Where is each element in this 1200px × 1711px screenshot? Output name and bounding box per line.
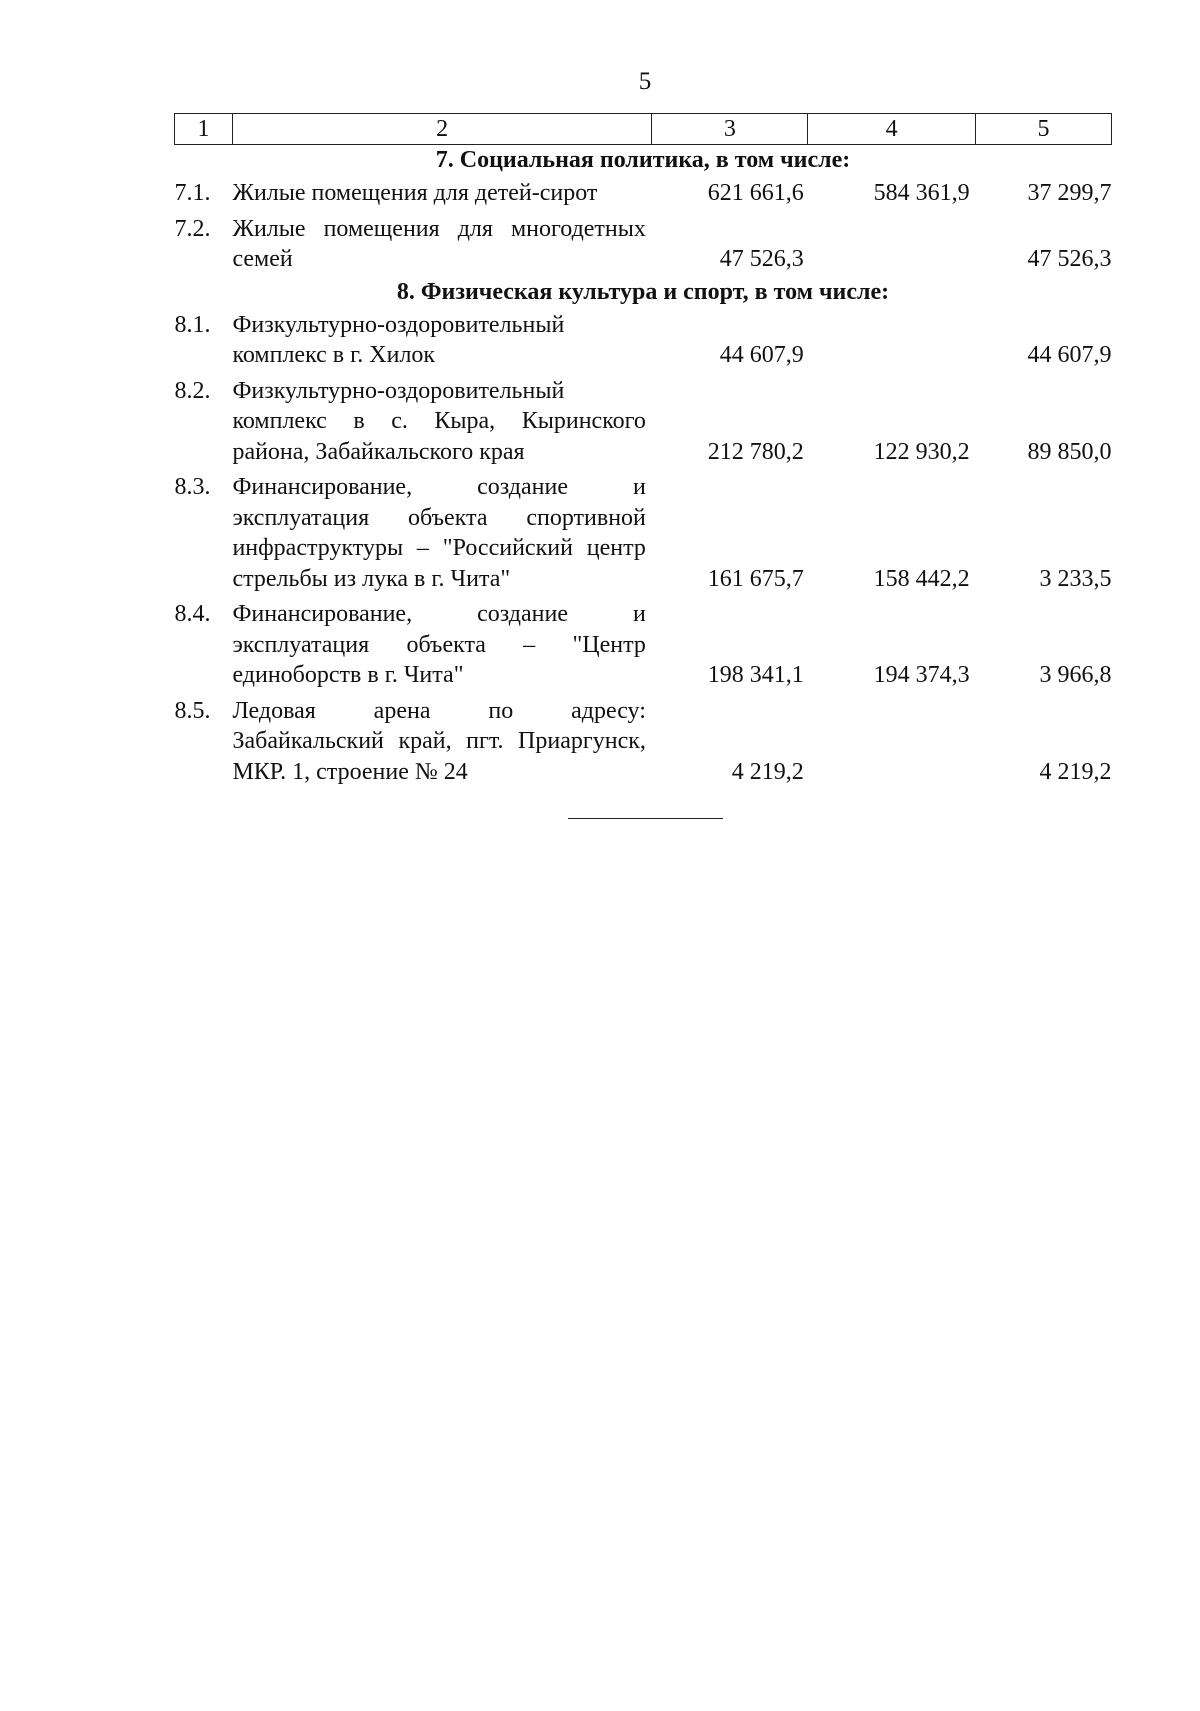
row-value-col3: 621 661,6 [707, 180, 804, 206]
table-row [175, 307, 1112, 373]
row-number: 8.5. [174, 697, 211, 724]
row-value-col3: 198 341,1 [707, 662, 804, 688]
section-8-title: 8. Физическая культура и спорт, в том числе: [396, 278, 890, 305]
row-name: Физкультурно-оздоровительный комплекс в с. Кыра, Кыринского района, Забайкальского края [232, 377, 646, 465]
row-value-col5: 44 607,9 [1027, 342, 1112, 368]
end-of-document-rule [568, 818, 723, 819]
row-value-col5: 47 526,3 [1027, 246, 1112, 272]
row-name: Жилые помещения для детей-сирот [232, 180, 598, 206]
row-value-col4: 122 930,2 [873, 438, 970, 465]
row-value-col4 [808, 211, 976, 277]
row-value-col4: 194 374,3 [873, 662, 970, 688]
column-header-4: 4 [808, 114, 976, 145]
row-value-col3: 44 607,9 [719, 342, 804, 368]
budget-table [174, 113, 1112, 789]
row-name: Жилые помещения для многодетных семей [232, 215, 646, 272]
section-heading-row [175, 277, 1112, 307]
section-7-title: 7. Социальная политика, в том числе: [435, 147, 851, 173]
row-value-col3: 161 675,7 [707, 565, 804, 592]
row-value-col4 [808, 693, 976, 790]
row-value-col4: 158 442,2 [873, 565, 970, 592]
row-number: 7.1. [174, 180, 211, 206]
row-number: 8.4. [174, 601, 211, 627]
column-header-5: 5 [976, 114, 1112, 145]
column-header-1: 1 [175, 114, 233, 145]
table-row [175, 211, 1112, 277]
column-header-2: 2 [232, 114, 651, 145]
page-number: 5 [638, 68, 652, 95]
row-value-col4 [808, 307, 976, 373]
row-value-col5: 37 299,7 [1027, 180, 1112, 206]
row-value-col3: 212 780,2 [707, 438, 804, 465]
row-name: Физкультурно-оздоровительный комплекс в г. Хилок [232, 311, 565, 368]
row-value-col3: 47 526,3 [719, 246, 804, 272]
table-row [175, 693, 1112, 790]
column-number-header-row [175, 114, 1112, 145]
table-row [175, 596, 1112, 693]
row-name: Финансирование, создание и эксплуатация объекта спортивной инфраструктуры – "Российский центр стрельбы из лука в г. Чита" [232, 474, 646, 592]
table-row [175, 469, 1112, 596]
row-name: Ледовая арена по адресу: Забайкальский край, пгт. Приаргунск, МКР. 1, строение № 24 [232, 697, 646, 785]
section-heading-row [175, 145, 1112, 176]
row-number: 8.3. [174, 474, 211, 500]
table-row [175, 373, 1112, 470]
row-value-col5: 3 966,8 [1039, 662, 1112, 688]
row-value-col5: 89 850,0 [1027, 438, 1112, 465]
row-value-col4: 584 361,9 [873, 180, 970, 206]
row-number: 8.1. [174, 311, 211, 338]
row-number: 8.2. [174, 377, 211, 404]
row-number: 7.2. [174, 215, 211, 242]
row-value-col3: 4 219,2 [731, 758, 804, 785]
row-name: Финансирование, создание и эксплуатация объекта – "Центр единоборств в г. Чита" [232, 601, 646, 688]
column-header-3: 3 [652, 114, 808, 145]
row-value-col5: 4 219,2 [1039, 758, 1112, 785]
table-row [175, 175, 1112, 211]
row-value-col5: 3 233,5 [1039, 565, 1112, 592]
